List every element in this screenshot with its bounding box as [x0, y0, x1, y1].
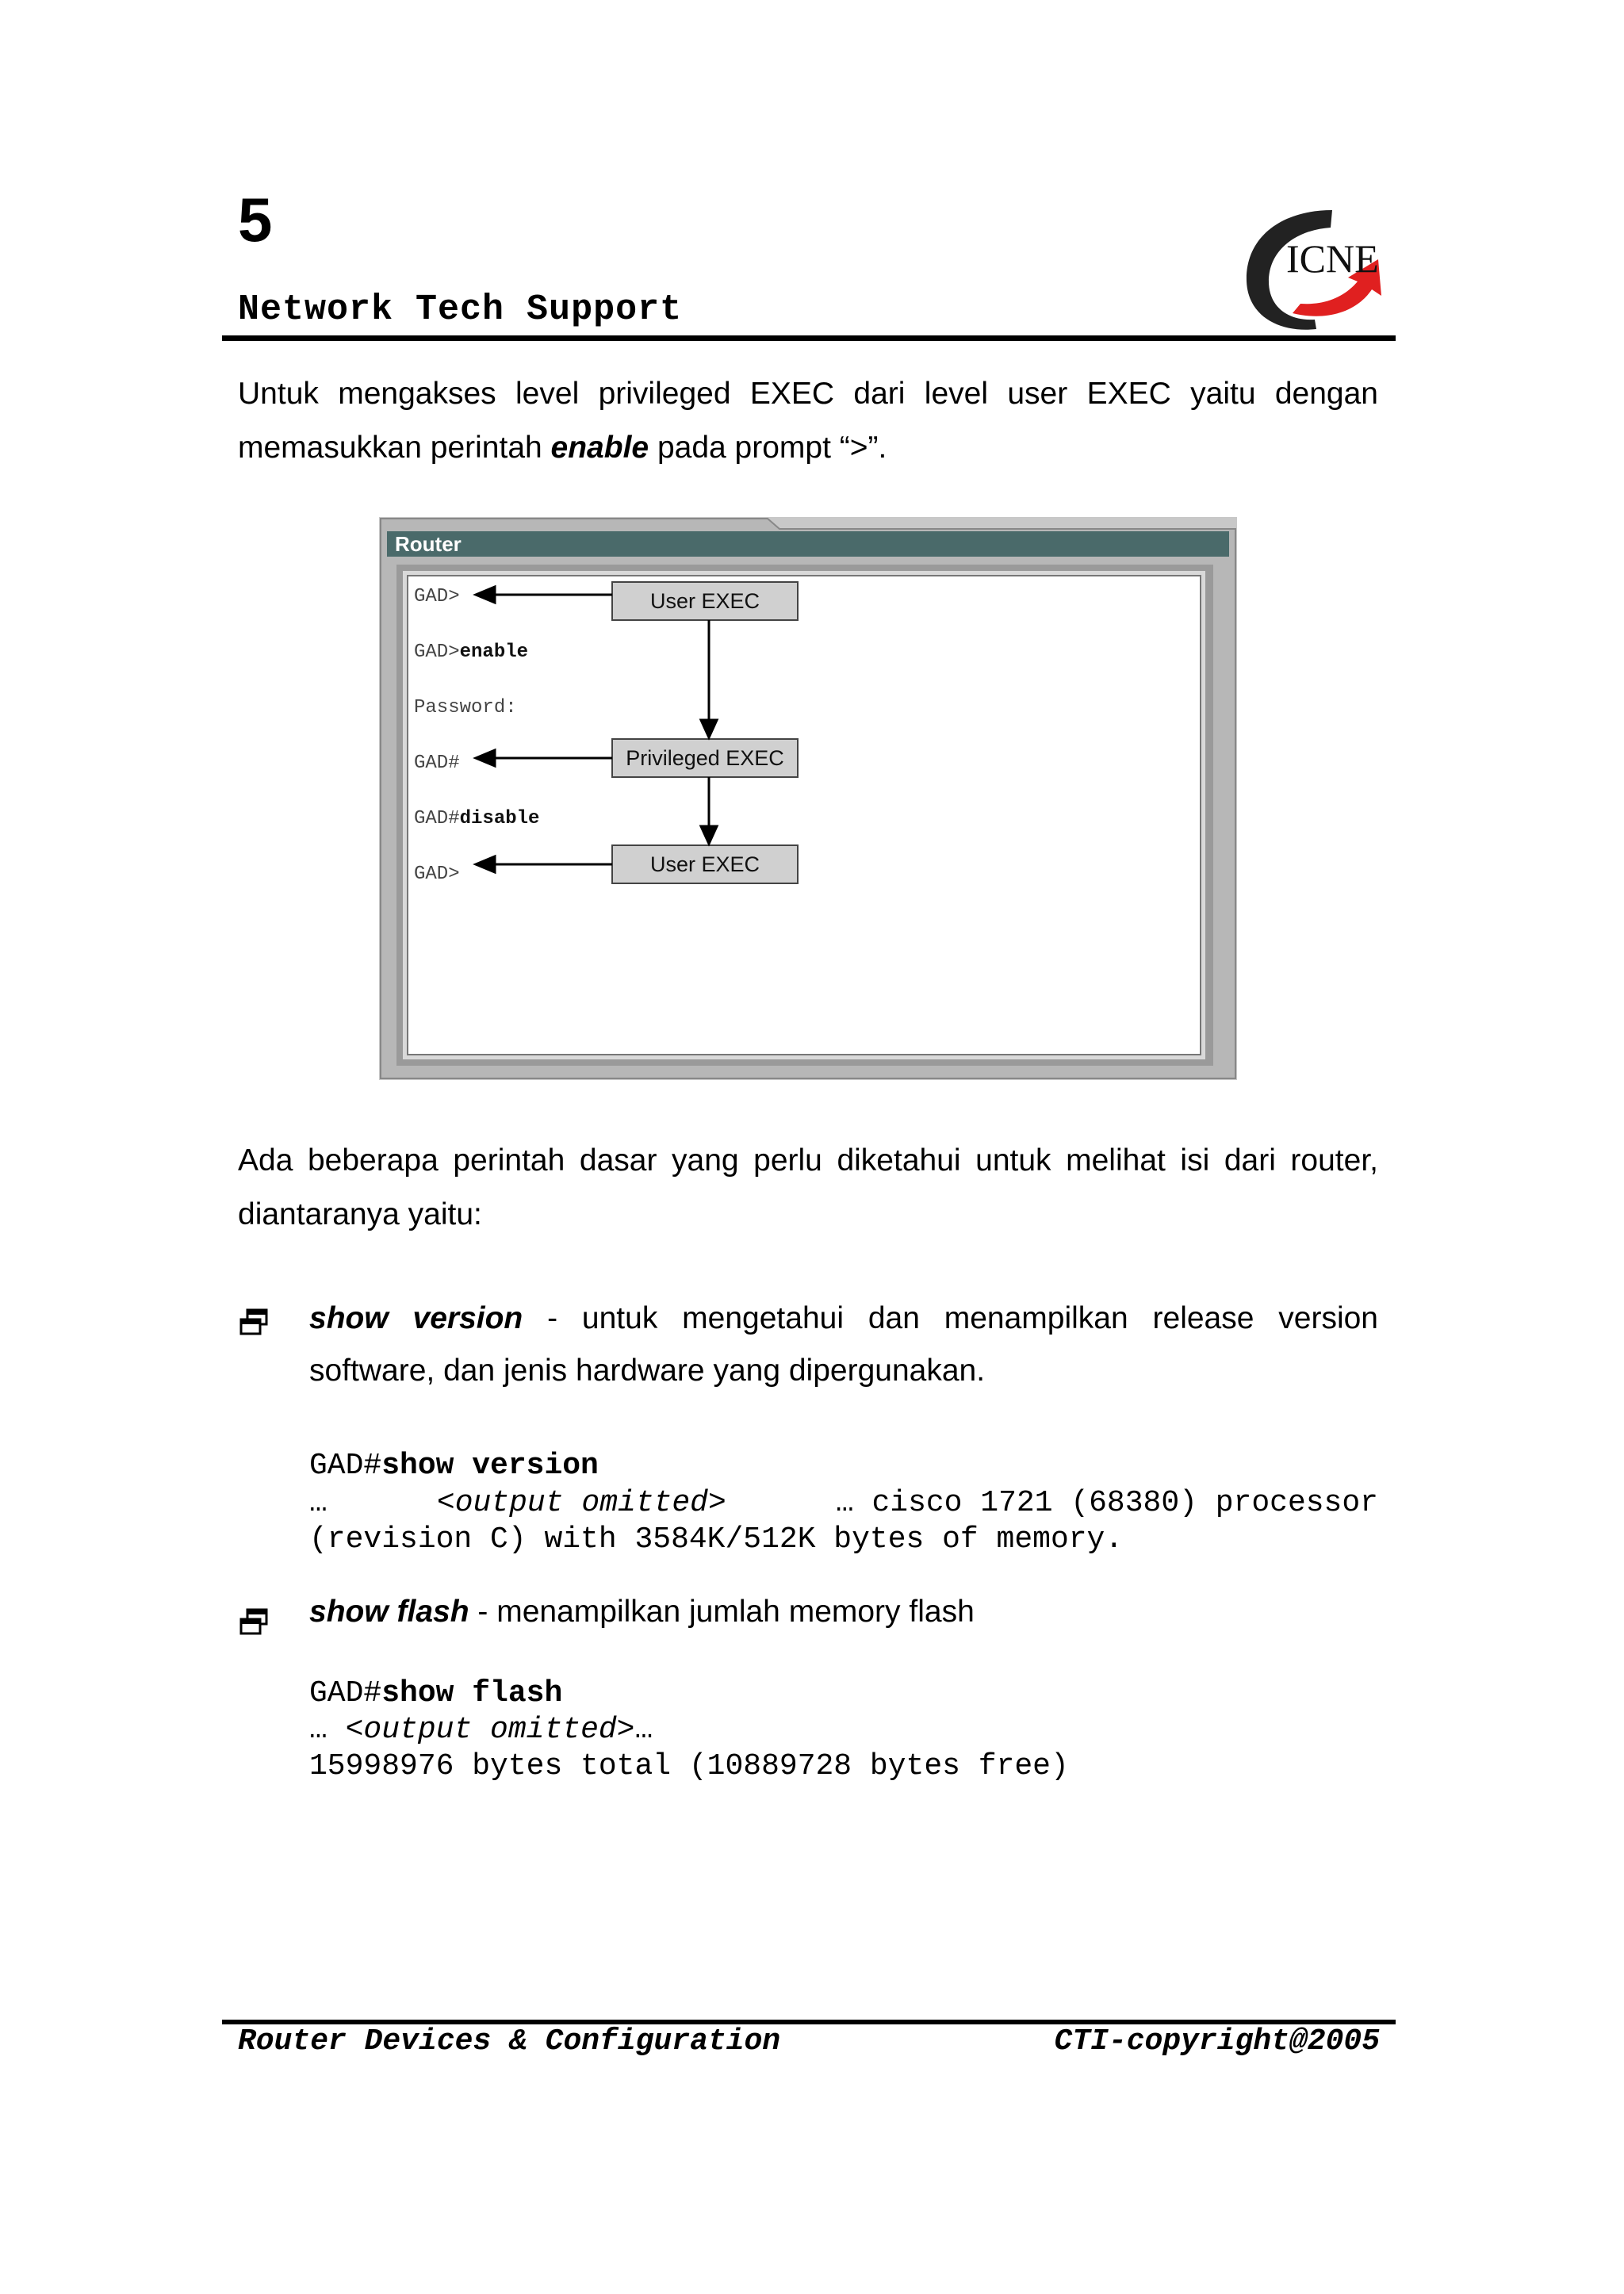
code-output-show-version-1: … <output omitted> … cisco 1721 (68380) processor — [309, 1486, 1378, 1520]
box-privileged-exec — [612, 739, 798, 777]
svg-text:User EXEC: User EXEC — [649, 852, 760, 876]
box-user-exec-bottom — [612, 845, 798, 883]
enable-keyword: enable — [550, 431, 649, 465]
code-output-show-version-2: (revision C) with 3584K/512K bytes of memory. — [309, 1522, 1124, 1557]
page-number: 5 — [238, 185, 273, 255]
footer-left: Router Devices & Configuration — [238, 2024, 781, 2058]
box-user-exec-top — [612, 582, 798, 620]
term-line-3: Password: — [414, 697, 517, 718]
header-title: Network Tech Support — [238, 289, 683, 330]
term-line-4: GAD# — [414, 753, 460, 774]
code-output-show-flash-1: … <output omitted>… — [309, 1713, 653, 1747]
command-show-version: show version — [309, 1301, 523, 1335]
bullet-show-flash: show flash - menampilkan jumlah memory flash — [309, 1595, 975, 1629]
code-line-show-version: GAD#show version — [309, 1449, 599, 1483]
term-line-5: GAD#disable — [414, 808, 540, 829]
svg-text:Privileged EXEC: Privileged EXEC — [626, 746, 784, 770]
intro-paragraph: Untuk mengakses level privileged EXEC dari level user EXEC yaitu dengan memasukkan perintah enable pada prompt “>”. — [238, 377, 1378, 465]
header-rule — [222, 335, 1396, 341]
code-line-show-flash: GAD#show flash — [309, 1676, 563, 1710]
footer-right: CTI-copyright@2005 — [1054, 2024, 1380, 2058]
window-bullet-icon — [238, 1607, 270, 1638]
icne-logo — [1237, 202, 1388, 337]
command-show-flash: show flash — [309, 1595, 469, 1629]
window-title: Router — [395, 532, 462, 556]
term-line-2: GAD>enable — [414, 641, 529, 663]
router-diagram — [379, 517, 1237, 1080]
bullet-show-version: show version - untuk mengetahui dan menampilkan release version software, dan jenis hardware yang dipergunakan. — [309, 1301, 1378, 1388]
window-titlebar — [387, 531, 1229, 557]
window-bullet-icon — [238, 1307, 270, 1338]
term-line-1: GAD> — [414, 586, 460, 607]
commands-intro-paragraph: Ada beberapa perintah dasar yang perlu diketahui untuk melihat isi dari router, diantaranya yaitu: — [238, 1143, 1378, 1231]
code-output-show-flash-2: 15998976 bytes total (10889728 bytes free) — [309, 1749, 1069, 1783]
svg-text:User EXEC: User EXEC — [649, 589, 760, 613]
logo-text: ICNE — [1286, 236, 1379, 281]
term-line-6: GAD> — [414, 864, 460, 885]
